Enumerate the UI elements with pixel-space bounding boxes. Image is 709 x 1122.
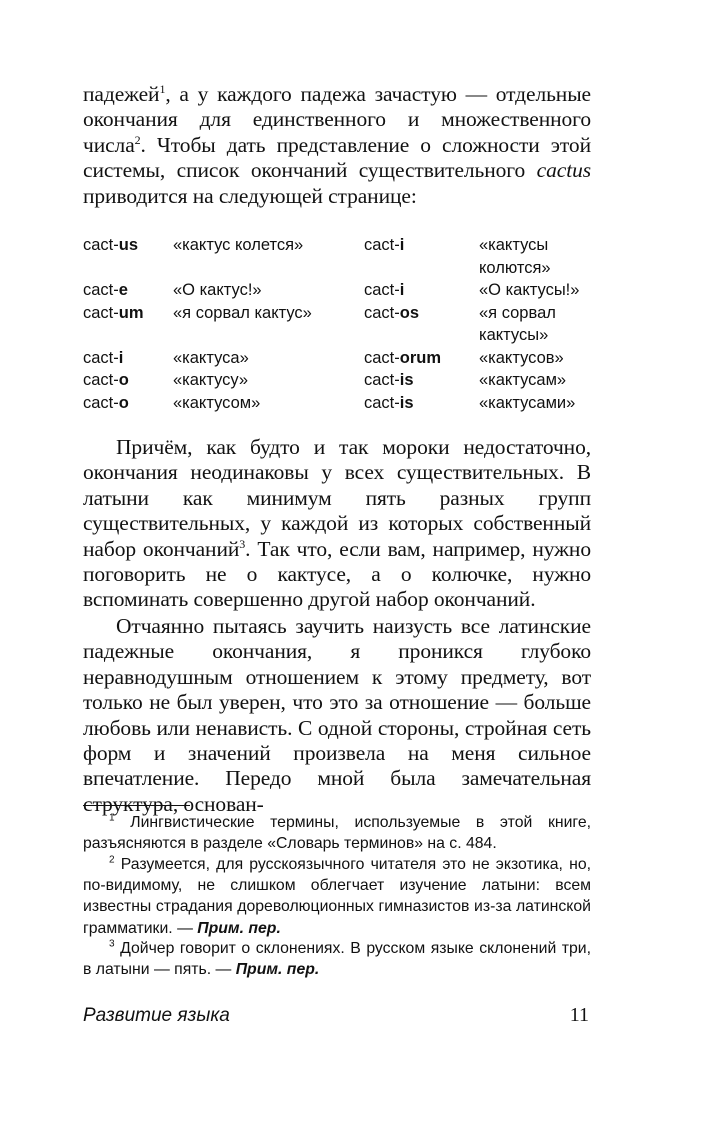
case-ending: i (399, 236, 405, 254)
singular-form (83, 279, 173, 302)
declension-row (83, 279, 591, 302)
page-number: 11 (569, 1004, 589, 1026)
gloss-text: «кактус колется» (173, 236, 304, 254)
case-ending: e (118, 281, 128, 299)
word-stem: cact- (83, 281, 119, 299)
running-head: Развитие языка (83, 1005, 230, 1026)
footnote-1-text: Лингвистические термины, используемые в этой книге, разъясняются в разделе «Словарь терминов» на с. 484. (83, 814, 591, 853)
plural-gloss (479, 347, 591, 370)
case-ending: i (118, 348, 124, 367)
footnote-ref-3: 3 (239, 536, 246, 551)
singular-gloss (173, 234, 364, 279)
word-stem: cact- (364, 236, 400, 254)
paragraph-3 (83, 614, 591, 817)
plural-gloss (479, 234, 591, 279)
word-stem: cact- (364, 371, 400, 389)
gloss-text: «кактусы колются» (479, 236, 551, 277)
gloss-text: «я сорвал кактус» (173, 303, 312, 322)
singular-gloss (173, 279, 364, 302)
footnote-2-text: Разумеется, для русскоязычного читателя это не экзотика, но, по-видимому, не слишком облегчает изучение латыни: всем известны страдания дореволюционных гимназистов из-за латинской грамматики. — (83, 856, 592, 937)
gloss-text: «кактусами» (479, 393, 576, 412)
singular-gloss (173, 302, 364, 347)
paragraph-1-text-c: . Чтобы дать представление о сложности этой системы, список окончаний существительного (83, 132, 591, 183)
word-stem: cact- (83, 371, 119, 389)
case-ending: us (118, 236, 139, 254)
declension-row (83, 369, 591, 392)
declension-table-body (83, 234, 591, 414)
gloss-text: «О кактус!» (173, 281, 262, 299)
singular-gloss (173, 392, 364, 415)
gloss-text: «О кактусы!» (479, 281, 580, 299)
singular-form (83, 302, 173, 347)
gloss-text: «кактусу» (173, 371, 249, 389)
footnote-3-text: Дойчер говорит о склонениях. В русском языке склонений три, в латыни — пять. — (83, 940, 592, 979)
paragraph-1-text-b: , а у каждого падежа зачастую — отдельные окончания для единственного и множественного числа (83, 82, 591, 157)
footnote-1-number: 1 (109, 812, 115, 824)
paragraph-1-text-a: падежей (83, 82, 160, 106)
case-ending: o (118, 371, 129, 389)
gloss-text: «кактуса» (173, 348, 249, 367)
paragraph-1-text-d: приводится на следующей странице: (83, 183, 417, 208)
footnote-1 (83, 812, 591, 854)
plural-gloss (479, 279, 591, 302)
word-stem: cact- (364, 303, 400, 322)
singular-gloss (173, 369, 364, 392)
declension-row (83, 392, 591, 415)
gloss-text: «кактусам» (479, 371, 567, 389)
word-stem: cact- (83, 303, 119, 322)
plural-form (364, 279, 479, 302)
footnote-2 (83, 854, 591, 939)
footnote-3 (83, 938, 591, 980)
word-stem: cact- (364, 281, 400, 299)
case-ending: os (399, 303, 420, 322)
singular-form (83, 347, 173, 370)
paragraph-2-text-b: . Так что, если вам, например, нужно поговорить не о кактусе, а о колючке, нужно вспоминать совершенно другой набор окончаний. (83, 536, 591, 612)
declension-row (83, 234, 591, 279)
paragraph-2-text-a: Причём, как будто и так мороки недостаточно, окончания неодинаковы у всех существительных. В латыни как минимум пять разных групп существительных, у каждой из которых собственный набор окончаний (83, 435, 591, 561)
singular-form (83, 234, 173, 279)
paragraph-3-text: Отчаянно пытаясь заучить наизусть все латинские падежные окончания, я проникся глубоко неравнодушным отношением к этому предмету, вот только не был уверен, что это за отношение — больше любовь или ненависть. С одной стороны, стройная сеть форм и значений произвела на меня сильное впечатление. Передо мной была замечательная структура, основан- (83, 614, 591, 816)
translator-note: Прим. пер. (235, 961, 320, 979)
footnote-3-number: 3 (109, 938, 115, 950)
plural-form (364, 392, 479, 415)
footnote-ref-2: 2 (134, 132, 141, 147)
singular-form (83, 392, 173, 415)
paragraph-1 (83, 82, 591, 209)
plural-gloss (479, 392, 591, 415)
plural-form (364, 302, 479, 347)
word-stem: cact- (83, 348, 119, 367)
footnote-separator (83, 805, 190, 806)
word-stem: cact- (364, 348, 400, 367)
plural-form (364, 234, 479, 279)
word-stem: cact- (83, 236, 119, 254)
footnote-ref-1: 1 (159, 81, 166, 96)
case-ending: orum (399, 348, 442, 367)
word-stem: cact- (364, 393, 400, 412)
gloss-text: «кактусом» (173, 393, 261, 412)
plural-gloss (479, 369, 591, 392)
word-stem: cact- (83, 393, 119, 412)
gloss-text: «я сорвал кактусы» (479, 303, 556, 344)
case-ending: i (399, 281, 405, 299)
plural-form (364, 369, 479, 392)
gloss-text: «кактусов» (479, 348, 564, 367)
plural-form (364, 347, 479, 370)
latin-term: cactus (536, 158, 591, 183)
case-ending: um (118, 303, 144, 322)
case-ending: is (399, 371, 414, 389)
declension-row (83, 347, 591, 370)
footnote-2-number: 2 (109, 854, 115, 866)
plural-gloss (479, 302, 591, 347)
singular-form (83, 369, 173, 392)
case-ending: is (399, 393, 414, 412)
paragraph-2 (83, 435, 591, 613)
declension-table (83, 234, 591, 414)
singular-gloss (173, 347, 364, 370)
case-ending: o (118, 393, 129, 412)
declension-row (83, 302, 591, 347)
translator-note: Прим. пер. (197, 919, 281, 937)
